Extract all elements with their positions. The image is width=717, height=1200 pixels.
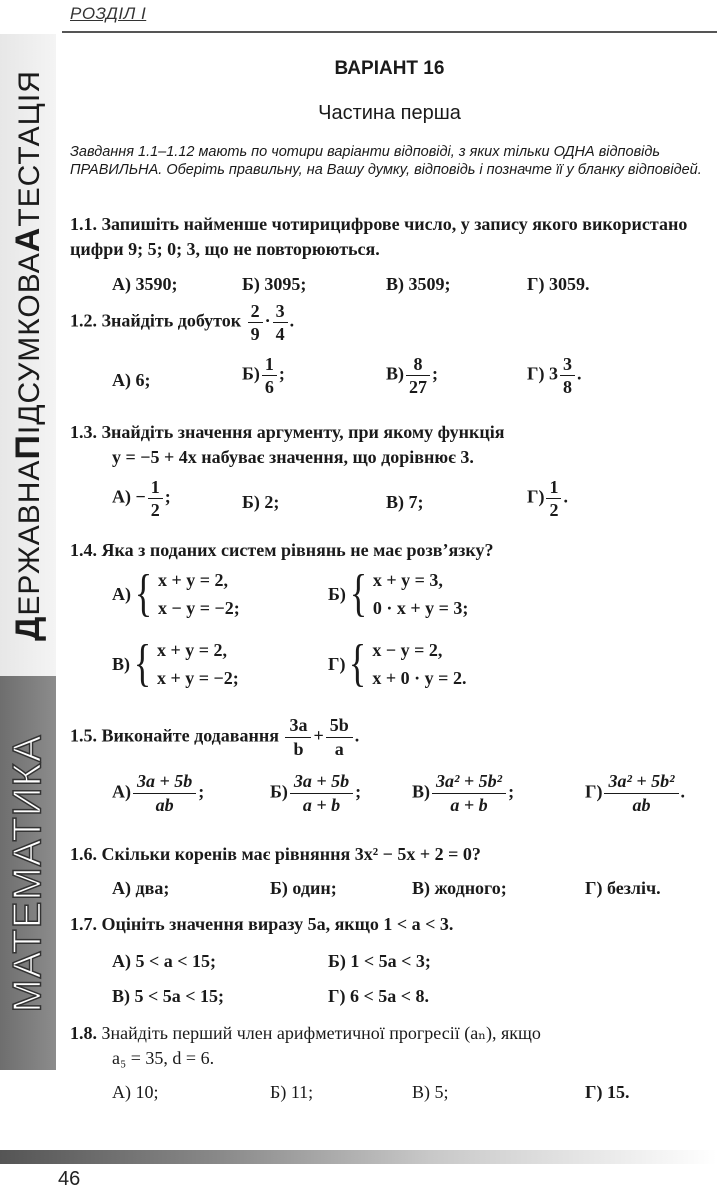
part-title: Частина перша: [318, 102, 461, 124]
q7-option-d[interactable]: Г) 6 < 5a < 8.: [328, 986, 429, 1006]
sidebar-title: ДЕРЖАВНАПІДСУМКОВААТЕСТАЦІЯ: [8, 69, 47, 641]
q1-option-b[interactable]: Б) 3095;: [242, 274, 307, 294]
q4-option-b[interactable]: Б) { x + y = 3, 0 · x + y = 3;: [328, 565, 469, 622]
q8-option-b[interactable]: Б) 11;: [270, 1082, 314, 1102]
question-1-8: 1.8. Знайдіть перший член арифметичної прогресії (aₙ), якщо a₅ = 35, d = 6.: [70, 1023, 541, 1068]
q7-option-a[interactable]: А) 5 < a < 15;: [112, 951, 217, 971]
q6-option-b[interactable]: Б) один;: [270, 878, 337, 898]
sidebar-subject: МАТЕМАТИКА: [5, 733, 50, 1013]
q8-option-c[interactable]: В) 5;: [412, 1082, 449, 1102]
bottom-shade-bar: [0, 1150, 717, 1164]
q3-option-d[interactable]: Г) $\frac{1}{2}$ .: [527, 477, 568, 520]
q2-option-d[interactable]: Г) 3 $\frac{3}{8}$ .: [527, 354, 582, 397]
question-1-2: 1.2. Знайдіть добуток $\frac{2}{9}$ · $\frac{3}{4}$ .: [70, 301, 295, 344]
q2-option-b[interactable]: Б) $\frac{1}{6}$ ;: [242, 354, 285, 397]
q7-option-c[interactable]: В) 5 < 5a < 15;: [112, 986, 225, 1006]
q4-option-d[interactable]: Г) { x − y = 2, x + 0 · y = 2.: [328, 635, 467, 692]
q8-option-d[interactable]: Г) 15.: [585, 1082, 630, 1102]
q6-option-a[interactable]: А) два;: [112, 878, 170, 898]
q5-option-c[interactable]: В) $\frac{\text{3a² + 5b²}}{a + b}$ ;: [412, 771, 515, 815]
variant-title: ВАРІАНТ 16: [334, 58, 445, 79]
question-1-6: 1.6. Скільки коренів має рівняння 3x² − 5x + 2 = 0?: [70, 844, 481, 864]
q8-option-a[interactable]: А) 10;: [112, 1082, 159, 1102]
instructions: Завдання 1.1–1.12 мають по чотири варіанти відповіді, з яких тільки ОДНА відповідь ПРАВИЛЬНА. Оберіть правильну, на Вашу думку, відповідь і позначте її у бланку відповідей.: [70, 144, 702, 178]
question-1-4: 1.4. Яка з поданих систем рівнянь не має розв’язку?: [70, 540, 494, 560]
section-header: РОЗДІЛ І: [70, 4, 147, 23]
q1-option-d[interactable]: Г) 3059.: [527, 274, 590, 294]
q4-option-c[interactable]: В) { x + y = 2, x + y = −2;: [112, 635, 239, 692]
q7-option-b[interactable]: Б) 1 < 5a < 3;: [328, 951, 431, 971]
q3-option-a[interactable]: А) − $\frac{1}{2}$ ;: [112, 477, 171, 520]
q1-option-a[interactable]: А) 3590;: [112, 274, 178, 294]
question-1-7: 1.7. Оцініть значення виразу 5a, якщо 1 < a < 3.: [70, 914, 454, 934]
q6-option-c[interactable]: В) жодного;: [412, 878, 507, 898]
q5-option-a[interactable]: А) $\frac{3a + 5b}{ab}$ ;: [112, 771, 205, 815]
header-rule: [62, 31, 717, 33]
q5-option-b[interactable]: Б) $\frac{3a + 5b}{a + b}$ ;: [270, 771, 362, 815]
q1-option-c[interactable]: В) 3509;: [386, 274, 451, 294]
q3-option-c[interactable]: В) 7;: [386, 492, 424, 512]
q2-option-a[interactable]: А) 6;: [112, 370, 151, 390]
question-1-1: 1.1. Запишіть найменше чотирицифрове число, у запису якого використано цифри 9; 5; 0; 3, що не повторюються.: [70, 214, 688, 259]
question-1-5: 1.5. Виконайте додавання $\frac{3a}{b}$ + $\frac{5b}{a}$ .: [70, 715, 360, 759]
q5-option-d[interactable]: Г) $\frac{\text{3a² + 5b²}}{ab}$ .: [585, 771, 686, 815]
page-number: 46: [58, 1168, 81, 1190]
question-1-3: 1.3. Знайдіть значення аргументу, при якому функція y = −5 + 4x набуває значення, що дорівнює 3.: [70, 422, 505, 467]
q6-option-d[interactable]: Г) безліч.: [585, 878, 661, 898]
q2-option-c[interactable]: В) $\frac{8}{27}$ ;: [386, 354, 438, 397]
q4-option-a[interactable]: А) { x + y = 2, x − y = −2;: [112, 565, 240, 622]
q3-option-b[interactable]: Б) 2;: [242, 492, 280, 512]
